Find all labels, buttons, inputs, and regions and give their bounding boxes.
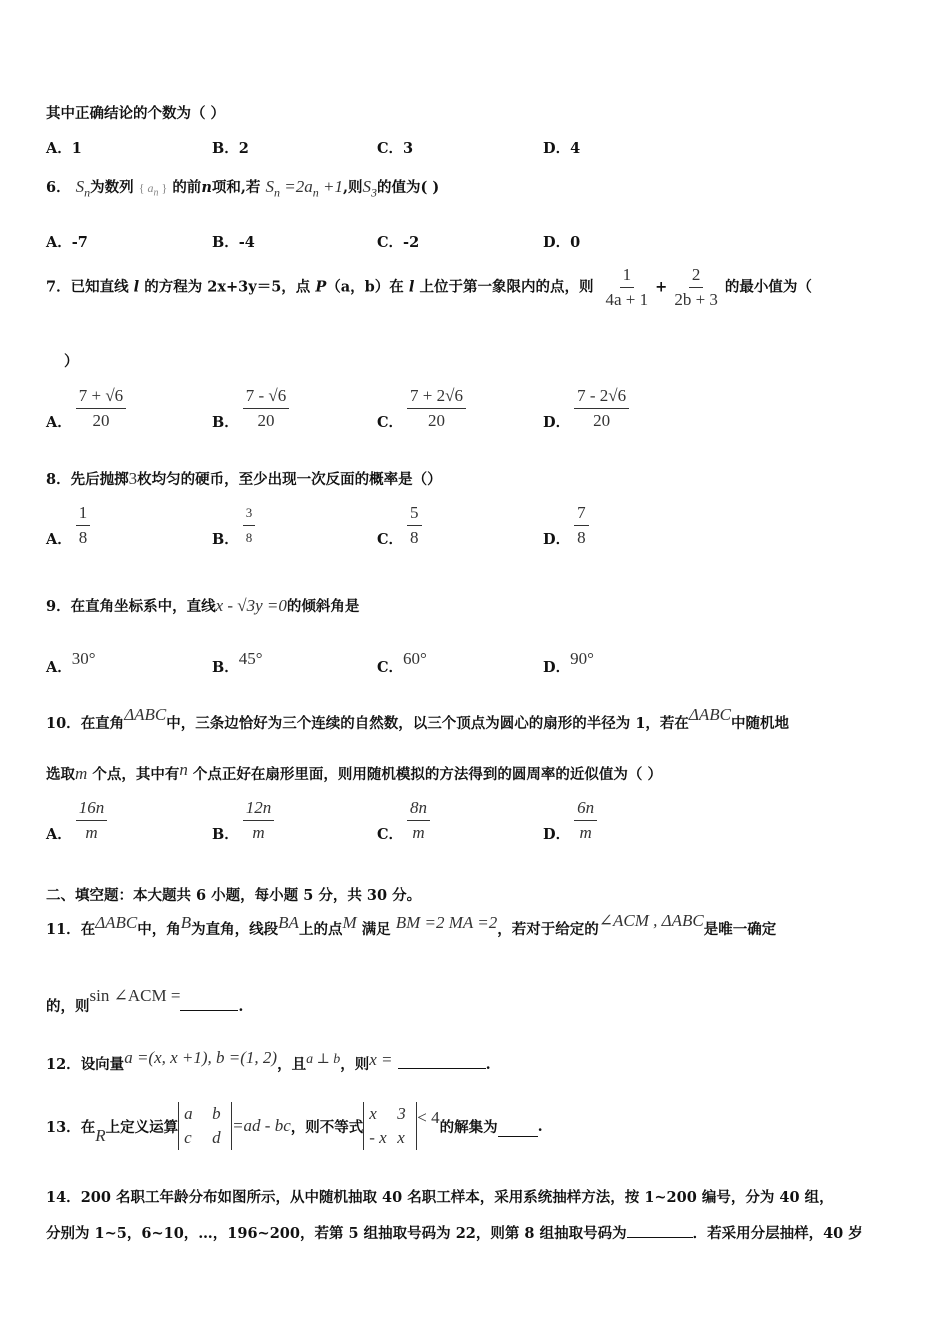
q7-option-d: D． $\frac{7 - 2√6}{20}$ — [543, 386, 633, 431]
q14-stem-line2: 分别为 1~5，6~10，…，196~200，若第 5 组抽取号码为 22，则第 8 组抽取号码为 ．若采用分层抽样，40 岁 — [46, 1225, 863, 1242]
q10-option-b: B． $\frac{12n}{m}$ — [212, 798, 278, 843]
q8-option-a: A． $\frac{1}{8}$ — [46, 503, 94, 548]
q7-option-c: C． $\frac{7 + 2√6}{20}$ — [377, 386, 470, 431]
q12-answer-blank[interactable] — [398, 1056, 486, 1069]
q6-condition: $S_n =2a_n +1$ — [265, 177, 343, 200]
q7-option-b: B． $\frac{7 - √6}{20}$ — [212, 386, 293, 431]
q8-option-b: B． $\frac{3}{8}$ — [212, 503, 259, 548]
q11-stem-line2: 的，则sin ∠ACM =. — [46, 986, 244, 1015]
q14-answer-blank[interactable] — [627, 1225, 693, 1238]
q6-option-b: B．-4 — [212, 234, 255, 251]
q6-option-d: D．0 — [543, 234, 581, 251]
q9-options — [46, 648, 926, 688]
q10-option-c: C． $\frac{8n}{m}$ — [377, 798, 434, 843]
q14-stem-line1: 14．200 名职工年龄分布如图所示，从中随机抽取 40 名职工样本，采用系统抽样方法，按 1~200 编号，分为 40 组， — [46, 1189, 834, 1206]
q9-option-a: A．30° — [46, 649, 96, 676]
q5-option-d: D．4 — [543, 140, 581, 157]
q7-options — [46, 386, 926, 431]
q10-stem-line1: 10．在直角ΔABC中，三条边恰好为三个连续的自然数，以三个顶点为圆心的扇形的半径为 1，若在ΔABC中随机地 — [46, 705, 790, 732]
q7-fraction-1: $\frac{1}{4a + 1}$ — [605, 265, 649, 309]
q6-option-a: A．-7 — [46, 234, 88, 251]
q10-options — [46, 798, 926, 843]
q5-option-b: B．2 — [212, 140, 249, 157]
q13-answer-blank[interactable] — [498, 1124, 538, 1137]
q5-option-c: C．3 — [377, 140, 414, 157]
q10-option-d: D． $\frac{6n}{m}$ — [543, 798, 601, 843]
q8-options — [46, 503, 926, 548]
section-heading: 二、填空题：本大题共 6 小题，每小题 5 分，共 30 分。 — [46, 887, 422, 904]
q9-option-c: C．60° — [377, 649, 427, 676]
q6-stem: 6． $S_n$为数列 { $a_n$ } 的前n项和,若 $S_n =2a_n +1$,则$S_3$的值为( ) — [46, 177, 440, 200]
q11-stem-line1: 11．在ΔABC中，角B为直角，线段BA上的点M 满足 BM =2 MA =2，若对于给定的∠ACM , ΔABC是唯一确定 — [46, 911, 777, 938]
q7-close-paren: ） — [64, 353, 79, 370]
q13-determinant-inequality: x 3 - x x — [363, 1102, 417, 1150]
q8-option-c: C． $\frac{5}{8}$ — [377, 503, 426, 548]
q5-options — [46, 137, 926, 177]
q6-s3-symbol: $S_3$ — [362, 177, 378, 200]
q9-line-equation: x - √3y =0 — [215, 596, 287, 615]
q7-fraction-2: $\frac{2}{2b + 3}$ — [674, 265, 718, 309]
q8-option-d: D． $\frac{7}{8}$ — [543, 503, 593, 548]
q7-stem: 7．已知直线 l 的方程为 2x+3y＝5，点 P（a，b）在 l 上位于第一象限内的点，则 $\frac{1}{4a + 1}$ + $\frac{2}{2b + 3}$ 的最小值为（ — [46, 265, 812, 309]
q13-determinant-definition: a b c d — [178, 1102, 232, 1150]
q7-option-a: A． $\frac{7 + √6}{20}$ — [46, 386, 130, 431]
q6-number: 6． — [46, 179, 71, 196]
q9-option-b: B．45° — [212, 649, 263, 676]
q11-answer-blank[interactable] — [180, 998, 238, 1011]
q6-option-c: C．-2 — [377, 234, 420, 251]
q5-stem: 其中正确结论的个数为（ ） — [46, 105, 226, 122]
q10-option-a: A． $\frac{16n}{m}$ — [46, 798, 111, 843]
q10-stem-line2: 选取m 个点，其中有n 个点正好在扇形里面，则用随机模拟的方法得到的圆周率的近似值为（ ） — [46, 760, 662, 783]
q9-option-d: D．90° — [543, 649, 594, 676]
q13-stem: 13． 在 R 上定义运算 a b c d =ad - bc ，则不等式 x 3 - x x < 4 的解集为 . — [46, 1099, 543, 1153]
q5-option-a: A．1 — [46, 140, 82, 157]
q9-stem: 9．在直角坐标系中，直线x - √3y =0的倾斜角是 — [46, 596, 360, 615]
q6-sequence-symbol: { $a_n$ } — [138, 181, 168, 199]
q8-stem: 8．先后抛掷3枚均匀的硬币，至少出现一次反面的概率是（） — [46, 469, 442, 488]
q6-sn-symbol: $S_n$ — [75, 177, 91, 200]
q12-stem: 12．设向量a =(x, x +1), b =(1, 2)，且a ⊥ b，则x = . — [46, 1048, 491, 1073]
